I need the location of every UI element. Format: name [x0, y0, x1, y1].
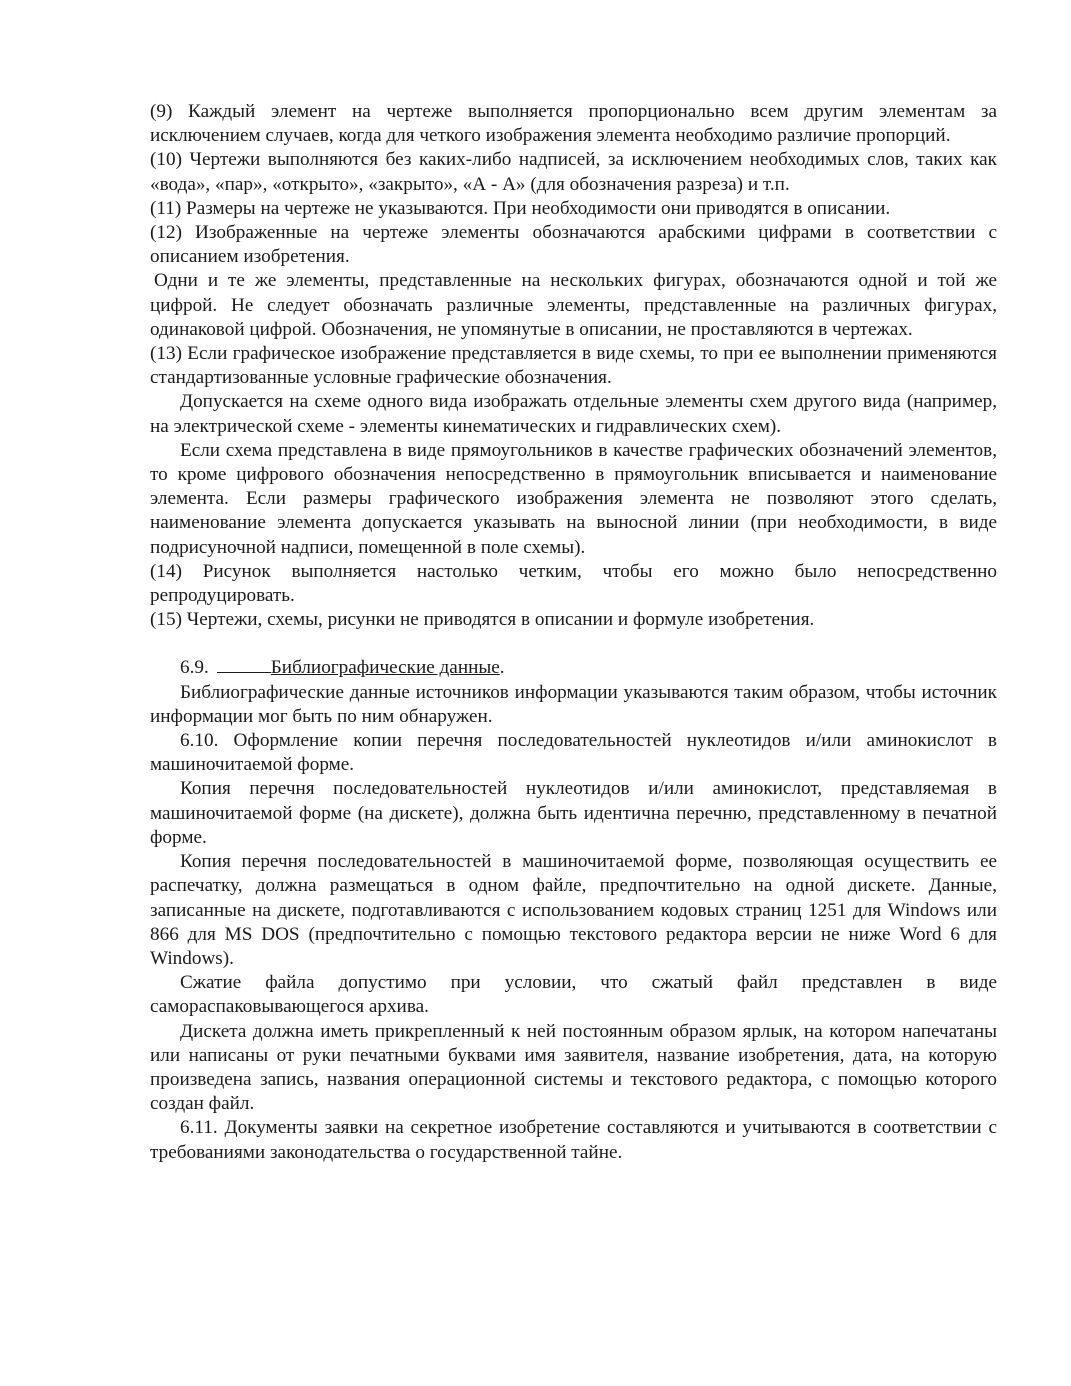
section-6-11-body: 6.11. Документы заявки на секретное изобретение составляются и учитываются в соответствии с требованиями законодательства о государственной тайне.: [150, 1117, 997, 1163]
section-6-10-body-2: Копия перечня последовательностей в машиночитаемой форме, позволяющая осуществить ее распечатку, должна размещаться в одном файле, предпочтительно на одной дискете. Данные, записанные на дискете, подготавливаются с использованием кодовых страниц 1251 для Windows или 866 для MS DOS (предпочтительно с помощью текстового редактора версии не ниже Word 6 для Windows).: [150, 851, 997, 969]
section-6-10-body-4: Дискета должна иметь прикрепленный к ней постоянным образом ярлык, на котором напечатаны или написаны от руки печатными буквами имя заявителя, название изобретения, дата, на которую произведена запись, названия операционной системы и текстового редактора, с помощью которого создан файл.: [150, 1020, 997, 1115]
section-6-9-number: 6.9.: [180, 657, 209, 679]
section-6-9-heading: [150, 656, 997, 680]
section-6-9-title-end: .: [499, 657, 505, 679]
section-6-10-body-1: Копия перечня последовательностей нуклеотидов и/или аминокислот, представляемая в машиночитаемой форме (на дискете), должна быть идентична перечню, представленному в печатной форме.: [150, 778, 997, 848]
section-6-9-title: Библиографические данные: [270, 657, 500, 679]
paragraph-9: (9) Каждый элемент на чертеже выполняется пропорционально всем другим элементам за исключением случаев, когда для четкого изображения элемента необходимо различие пропорций.: [150, 101, 997, 147]
section-6-9-body: Библиографические данные источников информации указываются таким образом, чтобы источник информации мог быть по ним обнаружен.: [150, 681, 997, 727]
paragraph-13: (13) Если графическое изображение представляется в виде схемы, то при ее выполнении применяются стандартизованные условные графические обозначения.: [150, 343, 997, 389]
section-gap: [150, 632, 997, 656]
document-page: [150, 100, 997, 1165]
paragraph-12-continued: Одни и те же элементы, представленные на нескольких фигурах, обозначаются одной и той же цифрой. Не следует обозначать различные элементы, представленные на различных фигурах, одинаковой цифрой. Обозначения, не упомянутые в описании, не проставляются в чертежах.: [150, 270, 997, 340]
paragraph-10: (10) Чертежи выполняются без каких-либо надписей, за исключением необходимых слов, таких как «вода», «пар», «открыто», «закрыто», «А - А» (для обозначения разреза) и т.п.: [150, 149, 997, 195]
section-6-10-heading: 6.10. Оформление копии перечня последовательностей нуклеотидов и/или аминокислот в машиночитаемой форме.: [150, 730, 997, 776]
paragraph-13-schemes: Допускается на схеме одного вида изображать отдельные элементы схем другого вида (например, на электрической схеме - элементы кинематических и гидравлических схем).: [150, 391, 997, 437]
section-6-10-body-3: Сжатие файла допустимо при условии, что сжатый файл представлен в виде самораспаковывающегося архива.: [150, 972, 997, 1018]
paragraph-13-rectangles: Если схема представлена в виде прямоугольников в качестве графических обозначений элементов, то кроме цифрового обозначения непосредственно в прямоугольник вписывается и наименование элемента. Если размеры графического изображения элемента не позволяют этого сделать, наименование элемента допускается указывать на выносной линии (при необходимости, в виде подрисуночной надписи, помещенной в поле схемы).: [150, 439, 997, 558]
paragraph-15: (15) Чертежи, схемы, рисунки не приводятся в описании и формуле изобретения.: [150, 609, 815, 631]
paragraph-14: (14) Рисунок выполняется настолько четким, чтобы его можно было непосредственно репродуцировать.: [150, 560, 997, 607]
heading-underline-spacer: [217, 656, 271, 673]
paragraph-11: (11) Размеры на чертеже не указываются. При необходимости они приводятся в описании.: [150, 197, 891, 219]
paragraph-12: (12) Изображенные на чертеже элементы обозначаются арабскими цифрами в соответствии с описанием изобретения.: [150, 222, 997, 268]
